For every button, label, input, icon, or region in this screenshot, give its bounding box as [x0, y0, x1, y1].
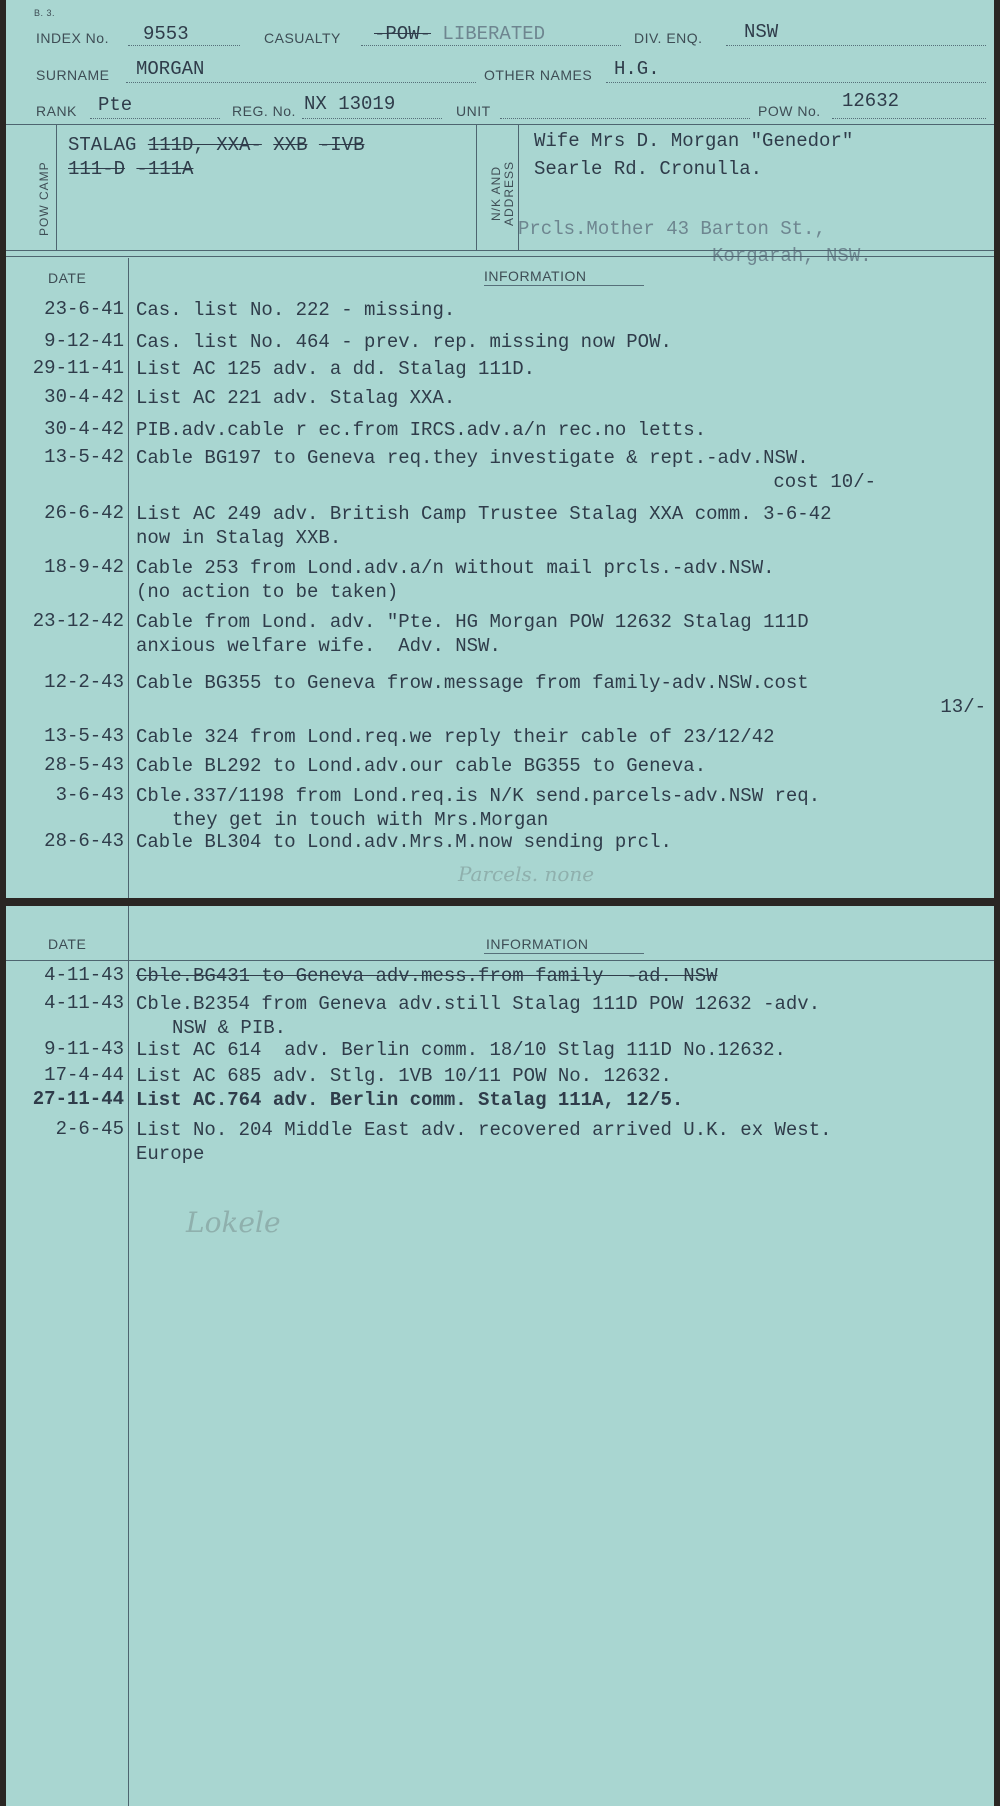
entry-text: Cble.BG431 to Geneva adv.mess.from family -ad. NSW: [136, 965, 718, 987]
pencil-note: Parcels. none: [458, 862, 595, 886]
front-card: [6, 0, 994, 898]
entry-date: 29-11-41: [32, 357, 124, 379]
entry-date: 4-11-43: [44, 964, 124, 986]
form-code: B. 3.: [34, 8, 56, 18]
nk-address-label: N/K AND ADDRESS: [489, 160, 516, 226]
entry-date: 18-9-42: [44, 556, 124, 578]
information-header: INFORMATION: [486, 936, 589, 952]
entry-text: List AC 221 adv. Stalag XXA.: [136, 387, 456, 409]
entry-date: 28-5-43: [44, 754, 124, 776]
entry-text: Cable 324 from Lond.req.we reply their cable of 23/12/42: [136, 726, 775, 748]
casualty-value: -POW- LIBERATED: [374, 23, 546, 45]
date-header: DATE: [48, 936, 87, 952]
pow-camp-line-2: 111-D -111A: [68, 158, 194, 180]
entry-date: 28-6-43: [44, 830, 124, 852]
nk-address-line-2: Searle Rd. Cronulla.: [534, 158, 763, 180]
reg-no-label: REG. No.: [232, 103, 296, 119]
entry-text: List AC 125 adv. a dd. Stalag 111D.: [136, 358, 536, 380]
surname-value: MORGAN: [136, 58, 205, 80]
entry-date: 4-11-43: [44, 992, 124, 1014]
unit-label: UNIT: [456, 103, 491, 119]
nk-address-line-1: Wife Mrs D. Morgan "Genedor": [534, 130, 854, 152]
other-names-value: H.G.: [614, 58, 660, 80]
casualty-label: CASUALTY: [264, 30, 341, 46]
div-enq-value: NSW: [744, 21, 779, 43]
information-header: INFORMATION: [484, 268, 587, 284]
entry-text: Cable BL304 to Lond.adv.Mrs.M.now sending prcl.: [136, 831, 672, 853]
rank-label: RANK: [36, 103, 77, 119]
entry-date: 23-12-42: [32, 610, 124, 632]
reg-no-value: NX 13019: [304, 93, 396, 115]
entry-text: List AC 249 adv. British Camp Trustee Stalag XXA comm. 3-6-42 now in Stalag XXB.: [136, 503, 832, 549]
entry-text: Cble.337/1198 from Lond.req.is N/K send.parcels-adv.NSW req. they get in touch with Mrs.Morgan: [136, 785, 821, 831]
other-names-label: OTHER NAMES: [484, 67, 593, 83]
entry-date: 26-6-42: [44, 502, 124, 524]
entry-text: PIB.adv.cable r ec.from IRCS.adv.a/n rec.no letts.: [136, 419, 707, 441]
entry-date: 23-6-41: [44, 298, 124, 320]
entry-text: Cble.B2354 from Geneva adv.still Stalag 111D POW 12632 -adv. NSW & PIB.: [136, 993, 821, 1039]
entry-text: List AC 614 adv. Berlin comm. 18/10 Stlag 111D No.12632.: [136, 1039, 786, 1061]
entry-text: List AC.764 adv. Berlin comm. Stalag 111A, 12/5.: [136, 1089, 684, 1111]
entry-text: Cable 253 from Lond.adv.a/n without mail prcls.-adv.NSW. (no action to be taken): [136, 557, 775, 603]
entry-date: 9-11-43: [44, 1038, 124, 1060]
entry-date: 27-11-44: [32, 1088, 124, 1110]
entry-date: 13-5-42: [44, 446, 124, 468]
pencil-note: Lokele: [186, 1206, 281, 1239]
entry-date: 30-4-42: [44, 418, 124, 440]
entry-text: Cable BL292 to Lond.adv.our cable BG355 to Geneva.: [136, 755, 707, 777]
entry-text: Cable BG355 to Geneva frow.message from family-adv.NSW.cost 13/-: [136, 672, 986, 718]
pow-camp-line-1: STALAG 111D, XXA- XXB -IVB: [68, 134, 365, 156]
entry-date: 13-5-43: [44, 725, 124, 747]
entry-date: 30-4-42: [44, 386, 124, 408]
nk-address-line-4: Korgarah, NSW.: [712, 245, 872, 267]
entry-date: 9-12-41: [44, 330, 124, 352]
entry-date: 12-2-43: [44, 671, 124, 693]
date-header: DATE: [48, 270, 87, 286]
entry-date: 17-4-44: [44, 1064, 124, 1086]
entry-text: Cas. list No. 464 - prev. rep. missing now POW.: [136, 331, 672, 353]
rank-value: Pte: [98, 94, 133, 116]
back-card: [6, 906, 994, 1806]
entry-text: List No. 204 Middle East adv. recovered arrived U.K. ex West. Europe: [136, 1119, 832, 1165]
pow-no-value: 12632: [842, 90, 900, 112]
entry-text: Cable BG197 to Geneva req.they investigate & rept.-adv.NSW. cost 10/-: [136, 447, 876, 493]
entry-date: 2-6-45: [55, 1118, 124, 1140]
index-label: INDEX No.: [36, 30, 109, 46]
index-value: 9553: [143, 23, 189, 45]
entry-date: 3-6-43: [55, 784, 124, 806]
entry-text: Cas. list No. 222 - missing.: [136, 299, 456, 321]
pow-camp-label: POW CAMP: [37, 161, 51, 236]
entry-text: Cable from Lond. adv. "Pte. HG Morgan POW 12632 Stalag 111D anxious welfare wife. Adv. NSW.: [136, 611, 809, 657]
pow-no-label: POW No.: [758, 103, 821, 119]
surname-label: SURNAME: [36, 67, 110, 83]
entry-text: List AC 685 adv. Stlg. 1VB 10/11 POW No. 12632.: [136, 1065, 672, 1087]
div-enq-label: DIV. ENQ.: [634, 30, 703, 46]
nk-address-line-3: Prcls.Mother 43 Barton St.,: [518, 218, 826, 240]
